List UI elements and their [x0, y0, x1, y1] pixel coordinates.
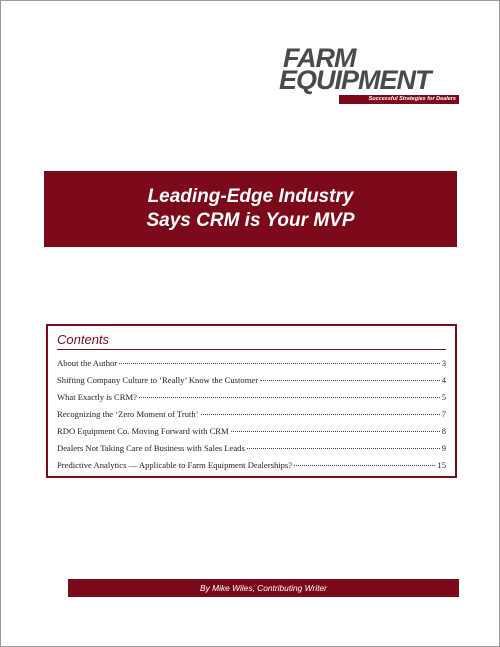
farm-equipment-logo: [279, 45, 459, 105]
toc-entry-page: 8: [441, 426, 446, 436]
toc-entry-title: Shifting Company Culture to ‘Really’ Know the Customer: [57, 375, 259, 385]
toc-entry[interactable]: [57, 457, 446, 474]
toc-entry-title: RDO Equipment Co. Moving Forward with CRM: [57, 426, 229, 436]
toc-entry[interactable]: [57, 440, 446, 457]
toc-entry-title: Recognizing the ‘Zero Moment of Truth’: [57, 409, 199, 419]
contents-heading: Contents: [57, 332, 446, 350]
toc-entry-title: About the Author: [57, 358, 118, 368]
toc-entry[interactable]: [57, 406, 446, 423]
toc-leader-dots: [294, 465, 435, 466]
title-line-2: Says CRM is Your MVP: [146, 210, 355, 231]
toc-list: [57, 355, 446, 474]
toc-entry-page: 9: [441, 443, 446, 453]
byline-text: By Mike Wiles, Contributing Writer: [200, 583, 327, 593]
toc-entry[interactable]: [57, 389, 446, 406]
toc-entry-page: 3: [441, 358, 446, 368]
toc-entry[interactable]: [57, 423, 446, 440]
toc-leader-dots: [139, 397, 440, 398]
toc-entry-page: 7: [441, 409, 446, 419]
toc-entry-title: Dealers Not Taking Care of Business with Sales Leads: [57, 443, 245, 453]
toc-leader-dots: [260, 380, 440, 381]
toc-entry-page: 4: [441, 375, 446, 385]
toc-entry[interactable]: [57, 355, 446, 372]
toc-leader-dots: [247, 448, 440, 449]
title-line-1: Leading-Edge Industry: [147, 186, 354, 207]
toc-entry-page: 5: [441, 392, 446, 402]
toc-entry-title: Predictive Analytics — Applicable to Farm Equipment Dealerships?: [57, 460, 293, 470]
toc-leader-dots: [119, 363, 440, 364]
toc-entry-title: What Exactly is CRM?: [57, 392, 137, 402]
logo-word-farm: FARM: [283, 43, 356, 73]
toc-entry-page: 15: [437, 460, 446, 470]
title-banner: [44, 171, 457, 247]
toc-entry[interactable]: [57, 372, 446, 389]
logo-word-equipment: EQUIPMENT: [279, 65, 431, 95]
toc-leader-dots: [231, 431, 440, 432]
logo-tagline: Successful Strategies for Dealers: [368, 96, 456, 102]
table-of-contents: [46, 324, 457, 478]
toc-leader-dots: [201, 414, 440, 415]
logo-tagline-bar: [339, 95, 459, 104]
byline-banner: [68, 579, 459, 597]
